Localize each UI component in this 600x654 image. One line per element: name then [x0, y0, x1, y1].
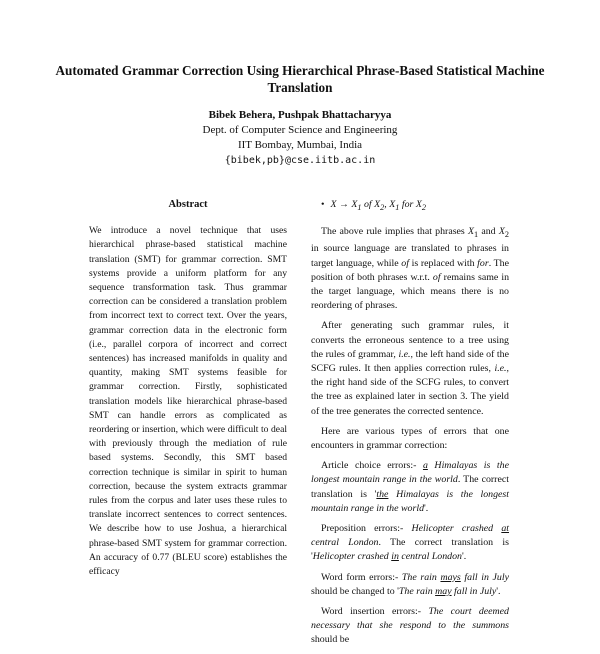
right-column — [311, 198, 509, 654]
affiliation: Dept. of Computer Science and Engineering — [202, 124, 398, 136]
example-word-form: Word form errors:- The rain mays fall in July should be changed to 'The rain may fall in July'. — [311, 571, 510, 597]
example-article-choice: Article choice errors:- a Himalayas is the longest mountain range in the world. The correct translation is 'the Himalayas is the longest mountain range in the world'. — [311, 460, 509, 514]
scfg-rule: • $X \to X_1$ of $X_2$, $X_1$ for $X_2$ — [321, 199, 427, 212]
left-column — [89, 198, 287, 579]
paragraph-tree-conversion: After generating such grammar rules, it converts the erroneous sentence to a tree using the rules of grammar, i.e., the left hand side of the SCFG rules. It then applies correction rules, i.e., the right hand side of the SCFG rules, to convert the tree as explained later in section 3. The yield of the tree generates the corrected sentence. — [311, 320, 509, 417]
paper-title: Automated Grammar Correction Using Hierarchical Phrase-Based Statistical Machine Translation — [55, 63, 545, 95]
abstract-text: We introduce a novel technique that uses hierarchical phrase-based statistical machine translation (SMT) for grammar correction. SMT systems provide a uniform platform for any sequence transformation task. Thus grammar correction can be considered a translation problem from incorrect text to correct text. Over the years, grammar correction data in the electronic form (i.e., parallel corpora of incorrect and correct sentences) has increased manifolds in quality and quantity, making SMT systems feasible for grammar correction. Firstly, sophisticated translation models like hierarchical phrase-based SMT can handle errors as complicated as reordering or insertion, which were difficult to deal with previously through the mediation of rule based systems. Secondly, this SMT based correction technique is similar in spirit to human correction, because the system extracts grammar rules from the corpus and later uses these rules to translate incorrect sentences to correct sentences. We describe how to use Joshua, a hierarchical phrase-based SMT system for grammar correction. An accuracy of 0.77 (BLEU score) establishes the efficacy — [89, 225, 287, 578]
bullet-icon: • — [321, 199, 325, 210]
author-names: Bibek Behera, Pushpak Bhattacharyya — [208, 109, 392, 121]
example-word-insertion: Word insertion errors:- The court deemed necessary that she respond to the summons should be — [311, 606, 509, 646]
paragraph-error-types: Here are various types of errors that one encounters in grammar correction: — [311, 425, 509, 451]
author-email: {bibek,pb}@cse.iitb.ac.in — [224, 155, 376, 166]
paragraph-rule-explanation: The above rule implies that phrases $X_1$ and $X_2$ in source language are translated to phrases in target language, while of is replaced with for. The position of both phrases w.r.t. of remains same in the target language, which means there is no reordering of phrases. — [311, 226, 510, 312]
abstract-heading: Abstract — [168, 199, 208, 210]
example-preposition: Preposition errors:- Helicopter crashed at central London. The correct translation is 'Helicopter crashed in central London'. — [311, 523, 510, 563]
author-block — [40, 108, 560, 168]
institute: IIT Bombay, Mumbai, India — [237, 139, 363, 151]
